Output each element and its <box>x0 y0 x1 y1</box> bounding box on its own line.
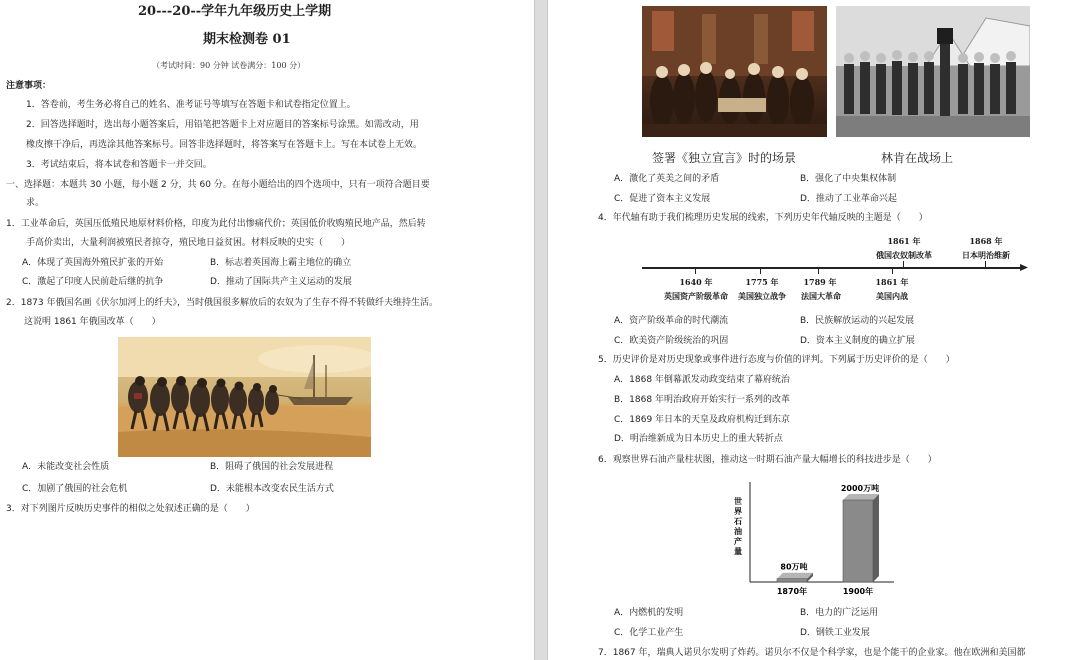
q7-stem: 7．1867 年，瑞典人诺贝尔发明了炸药。诺贝尔不仅是个科学家，也是个能干的企业家。他在欧洲和美国都 <box>598 648 1026 658</box>
q3-option-c: C．促进了资本主义发展 <box>614 194 711 204</box>
exam-info: （考试时间：90 分钟 试卷满分：100 分） <box>152 61 306 70</box>
timeline-bottom-event-2: 美国独立战争 <box>738 291 786 301</box>
timeline-top-year-1: 1861 年 <box>887 236 921 246</box>
section1-heading-cont: 求。 <box>26 198 45 208</box>
chart-bar <box>843 500 873 582</box>
chart-bar-top <box>843 494 879 500</box>
q5-option-a: A．1868 年倒幕派发动政变结束了幕府统治 <box>614 375 790 385</box>
right-page <box>548 0 1080 660</box>
timeline-bottom-event-3: 法国大革命 <box>801 291 841 301</box>
caption-lincoln: 林肯在战场上 <box>881 151 954 165</box>
q2-option-c: C．加剧了俄国的社会危机 <box>22 484 128 494</box>
q2-option-a: A．未能改变社会性质 <box>22 462 110 472</box>
chart-bar-top <box>777 573 813 579</box>
exam-subtitle: 期末检测卷 01 <box>203 32 291 47</box>
timeline-bottom-event-1: 英国资产阶级革命 <box>664 291 728 301</box>
timeline-top-event-1: 俄国农奴制改革 <box>876 250 932 260</box>
q5-option-c: C．1869 年日本的天皇及政府机构迁到东京 <box>614 415 791 425</box>
q5-option-b: B．1868 年明治政府开始实行一系列的改革 <box>614 395 790 405</box>
q2-stem: 2．1873 年俄国名画《伏尔加河上的纤夫》，当时俄国很多解放后的农奴为了生存不得不转做纤夫维持生活。 <box>6 298 438 308</box>
notes-heading: 注意事项： <box>6 81 52 91</box>
q3-option-b: B．强化了中央集权体制 <box>800 174 897 184</box>
timeline-axis <box>642 267 1024 269</box>
q4-stem: 4．年代轴有助于我们梳理历史发展的线索，下列历史年代轴反映的主题是（ ） <box>598 213 928 223</box>
timeline-tick <box>892 268 893 274</box>
q5-option-d: D．明治维新成为日本历史上的重大转折点 <box>614 434 783 444</box>
oil-production-chart <box>728 478 898 600</box>
chart-category-label: 1900年 <box>842 587 874 596</box>
section1-heading: 一、选择题：本题共 30 小题，每小题 2 分，共 60 分。在每小题给出的四个选项中，只有一项符合题目要 <box>6 180 430 190</box>
q2-option-b: B．阻碍了俄国的社会发展进程 <box>210 462 334 472</box>
timeline-tick <box>818 268 819 274</box>
barge-haulers-painting <box>118 337 371 457</box>
q4-option-b: B．民族解放运动的兴起发展 <box>800 316 915 326</box>
declaration-signing-painting <box>642 6 827 137</box>
timeline-bottom-year-4: 1861 年 <box>875 277 909 287</box>
q4-option-a: A．资产阶级革命的时代潮流 <box>614 316 729 326</box>
q4-option-c: C．欧美资产阶级统治的巩固 <box>614 336 729 346</box>
caption-declaration: 签署《独立宣言》时的场景 <box>652 151 797 165</box>
q6-option-d: D．钢铁工业发展 <box>800 628 870 638</box>
q2-option-d: D．未能根本改变农民生活方式 <box>210 484 334 494</box>
q5-stem: 5．历史评价是对历史现象或事件进行态度与价值的评判。下列属于历史评价的是（ ） <box>598 355 955 365</box>
left-page <box>0 0 534 660</box>
timeline-arrow-icon <box>1020 263 1030 273</box>
lincoln-battlefield-photo <box>836 6 1030 137</box>
note-2-cont: 橡皮擦干净后，再选涂其他答案标号。回答非选择题时，将答案写在答题卡上。写在本试卷上无效。 <box>26 140 423 150</box>
note-3: 3．考试结束后，将本试卷和答题卡一并交回。 <box>26 160 212 170</box>
q1-option-d: D．推动了国际共产主义运动的发展 <box>210 277 352 287</box>
q6-stem: 6．观察世界石油产量柱状图，推动这一时期石油产量大幅增长的科技进步是（ ） <box>598 455 937 465</box>
exam-title: 20---20--学年九年级历史上学期 <box>138 4 332 19</box>
q6-option-c: C．化学工业产生 <box>614 628 684 638</box>
chart-y-label: 世界石油产量 <box>734 497 742 556</box>
q1-stem: 1．工业革命后，英国压低殖民地原材料价格，印度为此付出惨痛代价；英国低价收购殖民地产品，然后转 <box>6 219 426 229</box>
q6-option-a: A．内燃机的发明 <box>614 608 684 618</box>
q3-option-a: A．激化了英美之间的矛盾 <box>614 174 720 184</box>
timeline-tick <box>760 268 761 274</box>
q1-option-b: B．标志着英国海上霸主地位的确立 <box>210 258 352 268</box>
page-gutter <box>534 0 548 660</box>
q6-option-b: B．电力的广泛运用 <box>800 608 879 618</box>
timeline-tick <box>985 261 986 267</box>
q1-option-a: A．体现了英国海外殖民扩张的开始 <box>22 258 164 268</box>
chart-data-label: 80万吨 <box>780 562 808 572</box>
timeline-top-year-2: 1868 年 <box>969 236 1003 246</box>
timeline-bottom-year-2: 1775 年 <box>745 277 779 287</box>
timeline-bottom-year-3: 1789 年 <box>803 277 837 287</box>
timeline-top-event-2: 日本明治维新 <box>962 250 1010 260</box>
note-1: 1．答卷前，考生务必将自己的姓名、准考证号等填写在答题卡和试卷指定位置上。 <box>26 100 356 110</box>
chart-data-label: 2000万吨 <box>840 484 880 493</box>
timeline-bottom-year-1: 1640 年 <box>679 277 713 287</box>
chart-bar <box>777 579 807 582</box>
note-2: 2．回答选择题时，选出每小题答案后，用铅笔把答题卡上对应题目的答案标号涂黑。如需改动，用 <box>26 120 419 130</box>
q1-option-c: C．激起了印度人民前赴后继的抗争 <box>22 277 164 287</box>
timeline-tick <box>903 261 904 267</box>
q2-stem-cont: 这说明 1861 年俄国改革（ ） <box>24 317 161 327</box>
chart-category-label: 1870年 <box>776 587 808 596</box>
q1-stem-cont: 手高价卖出，大量利润被殖民者掠夺，殖民地日益贫困。材料反映的史实（ ） <box>26 238 351 248</box>
timeline-bottom-event-4: 美国内战 <box>876 291 908 301</box>
chart-bar-side <box>873 494 879 582</box>
q3-stem: 3．对下列图片反映历史事件的相似之处叙述正确的是（ ） <box>6 504 255 514</box>
timeline-tick <box>695 268 696 274</box>
q3-option-d: D．推动了工业革命兴起 <box>800 194 897 204</box>
q4-option-d: D．资本主义制度的确立扩展 <box>800 336 915 346</box>
